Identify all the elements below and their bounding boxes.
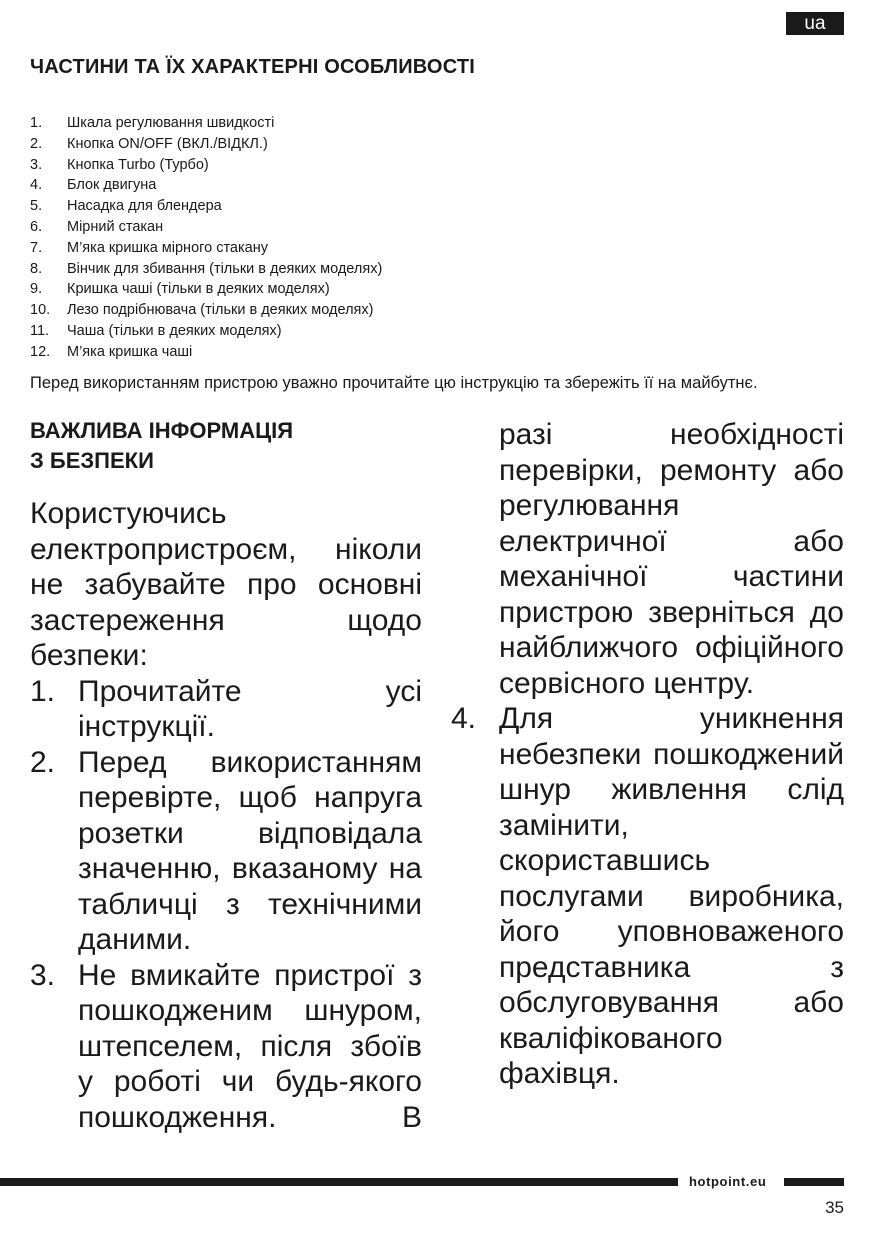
list-item [30, 259, 382, 280]
item-label: Кришка чаші (тільки в деяких моделях) [67, 281, 330, 298]
safety-item-2 [30, 745, 422, 958]
safety-item-number: 2. [30, 745, 56, 779]
safety-item-1 [30, 674, 422, 745]
list-item [30, 134, 382, 155]
safety-item-text: Перед використанням перевірте, щоб напруга розетки відповідала значенню, вказаному на табличці з технічними даними. [78, 745, 422, 956]
footer-rule-left [0, 1178, 678, 1186]
safety-column-right [451, 417, 844, 1092]
item-number: 10. [30, 302, 51, 319]
item-number: 7. [30, 239, 43, 256]
safety-item-number: 3. [30, 958, 56, 992]
safety-item-3-continued [451, 417, 844, 701]
footer-rule-right [784, 1178, 844, 1186]
safety-item-text: Прочитайте усі інструкції. [78, 674, 422, 743]
safety-item-text: Для уникнення небезпеки пошкоджений шнур живлення слід замінити, скориставшись послугами виробника, його уповноваженого представника з обслуговування або кваліфікованого фахівця. [499, 702, 844, 1090]
safety-item-text: Не вмикайте пристрої з пошкодженим шнуром, штепселем, після збоїв у роботі чи будь-якого пошкодження. В [78, 958, 422, 1134]
item-number: 4. [30, 177, 43, 194]
list-item [30, 175, 382, 196]
list-item [30, 300, 382, 321]
list-item [30, 342, 382, 363]
item-label: Мірний стакан [67, 218, 164, 235]
item-label: Лезо подрібнювача (тільки в деяких моделях) [67, 302, 374, 319]
intro-paragraph: Перед використанням пристрою уважно прочитайте цю інструкцію та збережіть її на майбутнє. [30, 374, 758, 392]
section-title: ЧАСТИНИ ТА ЇХ ХАРАКТЕРНІ ОСОБЛИВОСТІ [30, 56, 476, 78]
safety-item-number: 1. [30, 674, 56, 708]
safety-item-number [451, 417, 499, 701]
item-label: М’яка кришка чаші [67, 343, 193, 360]
item-label: Чаша (тільки в деяких моделях) [67, 322, 282, 339]
safety-item-text: разі необхідності перевірки, ремонту або регулювання електричної або механічної частини пристрою зверніться до найближчого офіційного сервісного центру. [499, 418, 844, 700]
safety-lead: Користуючись електропристроєм, ніколи не забувайте про основні застереження щодо безпеки: [30, 497, 422, 672]
list-item [30, 113, 382, 134]
list-item [30, 155, 382, 176]
list-item [30, 321, 382, 342]
list-item [30, 279, 382, 300]
item-label: Вінчик для збивання (тільки в деяких моделях) [67, 260, 383, 277]
list-item [30, 217, 382, 238]
item-number: 1. [30, 115, 43, 131]
safety-heading-line2: З БЕЗПЕКИ [30, 448, 154, 473]
safety-column-left [30, 496, 422, 1135]
item-number: 9. [30, 281, 43, 298]
item-number: 2. [30, 135, 43, 152]
item-number: 8. [30, 260, 43, 277]
item-number: 12. [30, 343, 51, 360]
safety-item-3 [30, 958, 422, 1136]
parts-list [30, 113, 382, 363]
list-item [30, 196, 382, 217]
brand-website: hotpoint.eu [689, 1174, 767, 1189]
safety-item-4 [451, 701, 844, 1092]
item-number: 3. [30, 156, 43, 173]
list-item [30, 238, 382, 259]
page-number: 35 [825, 1198, 844, 1217]
item-label: Кнопка ON/OFF (ВКЛ./ВІДКЛ.) [67, 135, 268, 152]
item-number: 11. [30, 322, 50, 339]
item-label: Кнопка Turbo (Турбо) [67, 156, 209, 173]
safety-item-number: 4. [451, 702, 477, 735]
item-label: Блок двигуна [67, 177, 157, 194]
item-number: 6. [30, 218, 43, 235]
safety-heading [30, 416, 293, 476]
item-label: Шкала регулювання швидкості [67, 115, 275, 131]
safety-heading-line1: ВАЖЛИВА ІНФОРМАЦІЯ [30, 418, 294, 443]
item-number: 5. [30, 198, 43, 215]
item-label: Насадка для блендера [67, 198, 222, 215]
language-badge: ua [786, 12, 844, 35]
item-label: М’яка кришка мірного стакану [67, 239, 268, 256]
